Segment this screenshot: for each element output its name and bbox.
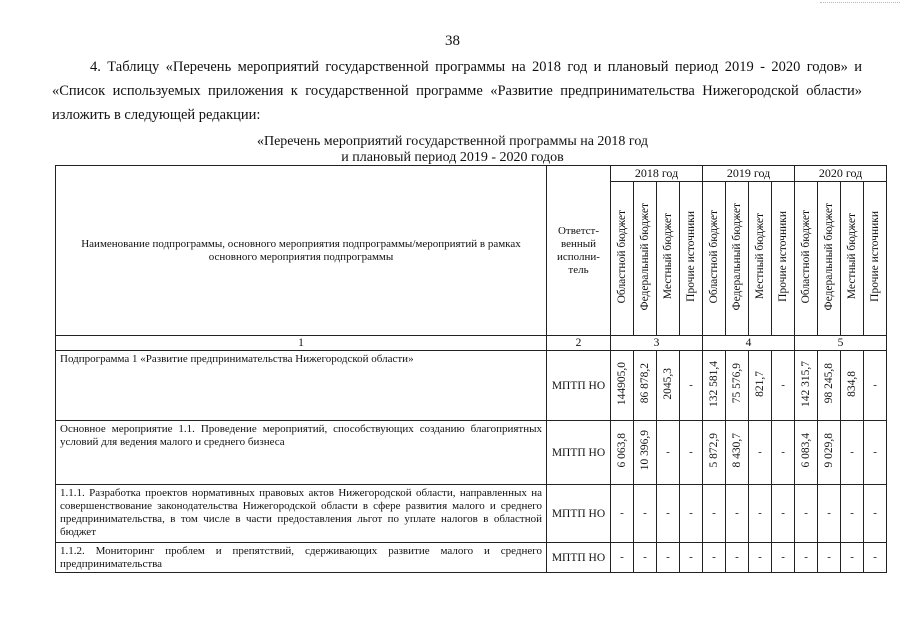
- source-column-header: [818, 182, 841, 336]
- source-column-header: [680, 182, 703, 336]
- funding-value: [703, 421, 726, 485]
- empty-value: -: [749, 421, 772, 485]
- empty-value: -: [772, 485, 795, 543]
- empty-value: -: [680, 485, 703, 543]
- empty-value: -: [818, 485, 841, 543]
- funding-value-text: 142 315,7: [799, 360, 812, 407]
- empty-value: -: [726, 485, 749, 543]
- funding-value-text: 8 430,7: [730, 433, 743, 468]
- caption-line-2: и плановый период 2019 - 2020 годов: [341, 150, 564, 165]
- funding-value: [726, 421, 749, 485]
- funding-value-text: 6 083,4: [799, 433, 812, 468]
- source-column-header: [772, 182, 795, 336]
- funding-value: [657, 351, 680, 421]
- scan-artifact: [820, 2, 900, 3]
- funding-value: [749, 351, 772, 421]
- funding-value: [634, 351, 657, 421]
- empty-value: -: [864, 543, 887, 573]
- empty-value: -: [634, 485, 657, 543]
- empty-value: -: [818, 543, 841, 573]
- measure-name: 1.1.2. Мониторинг проблем и препятствий, сдерживающих развитие малого и среднего предпринимательства: [56, 543, 547, 573]
- funding-value-text: 6 063,8: [615, 433, 628, 468]
- responsible-executor: МПТП НО: [547, 351, 611, 421]
- funding-value: [841, 351, 864, 421]
- measure-name: 1.1.1. Разработка проектов нормативных правовых актов Нижегородской области, направленных на совершенствование законодательства Нижегородской области в сфере развития малого и среднего предпринимательства, в том числе в части предоставления льгот по уплате налогов в областной бюджет: [56, 485, 547, 543]
- source-column-header: [726, 182, 749, 336]
- empty-value: -: [634, 543, 657, 573]
- empty-value: -: [657, 543, 680, 573]
- empty-value: -: [795, 543, 818, 573]
- funding-value: [795, 351, 818, 421]
- empty-value: -: [841, 421, 864, 485]
- funding-value-text: 9 029,8: [822, 433, 835, 468]
- table-row: [56, 485, 887, 543]
- column-number: 2: [547, 336, 611, 351]
- empty-value: -: [657, 485, 680, 543]
- source-column-label: Федеральный бюджет: [638, 202, 651, 311]
- source-column-label: Областной бюджет: [799, 209, 812, 304]
- empty-value: -: [841, 485, 864, 543]
- year-header-2020: 2020 год: [795, 166, 887, 182]
- table-row: [56, 351, 887, 421]
- table-caption: [0, 134, 905, 166]
- table-body: [56, 351, 887, 573]
- empty-value: -: [795, 485, 818, 543]
- source-column-label: Прочие источники: [868, 211, 881, 302]
- empty-value: -: [680, 351, 703, 421]
- funding-value-text: 98 245,8: [822, 363, 835, 404]
- empty-value: -: [680, 543, 703, 573]
- year-header-2019: 2019 год: [703, 166, 795, 182]
- empty-value: -: [749, 543, 772, 573]
- source-column-header: [657, 182, 680, 336]
- funding-value: [818, 351, 841, 421]
- source-column-header: [864, 182, 887, 336]
- source-column-label: Федеральный бюджет: [730, 202, 743, 311]
- source-column-label: Прочие источники: [776, 211, 789, 302]
- empty-value: -: [611, 485, 634, 543]
- funding-value-text: 2045,3: [661, 367, 674, 400]
- source-column-label: Областной бюджет: [615, 209, 628, 304]
- responsible-column-header: Ответст- венный исполни- тель: [547, 166, 611, 336]
- funding-value-text: 132 581,4: [707, 360, 720, 407]
- column-number: 1: [56, 336, 547, 351]
- funding-value-text: 144905,0: [615, 361, 628, 406]
- empty-value: -: [864, 485, 887, 543]
- name-column-header: Наименование подпрограммы, основного мероприятия подпрограммы/мероприятий в рамках основного мероприятия подпрограммы: [56, 166, 547, 336]
- empty-value: -: [657, 421, 680, 485]
- source-column-header: [795, 182, 818, 336]
- column-number-row: [56, 336, 887, 351]
- responsible-executor: МПТП НО: [547, 543, 611, 573]
- source-column-label: Областной бюджет: [707, 209, 720, 304]
- empty-value: -: [772, 351, 795, 421]
- measure-name: Основное мероприятие 1.1. Проведение мероприятий, способствующих созданию благоприятных условий для ведения малого и среднего бизнеса: [56, 421, 547, 485]
- funding-value: [611, 421, 634, 485]
- funding-value: [795, 421, 818, 485]
- responsible-executor: МПТП НО: [547, 485, 611, 543]
- funding-value: [818, 421, 841, 485]
- source-column-header: [841, 182, 864, 336]
- source-column-header: [611, 182, 634, 336]
- amendment-text: 4. Таблицу «Перечень мероприятий государственной программы на 2018 год и плановый период 2019 - 2020 годов» и «Список используемых приложения к государственной программе «Развитие предпринимательства Нижегородской области» изложить в следующей редакции:: [52, 59, 862, 123]
- amendment-paragraph: [52, 55, 862, 127]
- source-column-label: Местный бюджет: [753, 213, 766, 300]
- measure-name: Подпрограмма 1 «Развитие предпринимательства Нижегородской области»: [56, 351, 547, 421]
- column-number: 3: [611, 336, 703, 351]
- empty-value: -: [841, 543, 864, 573]
- column-number: 4: [703, 336, 795, 351]
- source-column-header: [749, 182, 772, 336]
- funding-value-text: 10 396,9: [638, 430, 651, 471]
- column-number: 5: [795, 336, 887, 351]
- empty-value: -: [611, 543, 634, 573]
- caption-line-1: «Перечень мероприятий государственной программы на 2018 год: [256, 134, 649, 149]
- source-column-header: [634, 182, 657, 336]
- page-number: 38: [445, 33, 460, 49]
- table-row: [56, 421, 887, 485]
- source-column-label: Федеральный бюджет: [822, 202, 835, 311]
- empty-value: -: [703, 543, 726, 573]
- funding-value: [634, 421, 657, 485]
- table-row: [56, 543, 887, 573]
- source-column-header: [703, 182, 726, 336]
- source-column-label: Местный бюджет: [661, 213, 674, 300]
- funding-value-text: 821,7: [753, 370, 766, 397]
- funding-value-text: 86 878,2: [638, 363, 651, 404]
- empty-value: -: [864, 351, 887, 421]
- year-header-2018: 2018 год: [611, 166, 703, 182]
- responsible-executor: МПТП НО: [547, 421, 611, 485]
- empty-value: -: [772, 543, 795, 573]
- funding-value-text: 834,8: [845, 370, 858, 397]
- funding-value: [703, 351, 726, 421]
- funding-value: [611, 351, 634, 421]
- empty-value: -: [680, 421, 703, 485]
- funding-value: [726, 351, 749, 421]
- empty-value: -: [749, 485, 772, 543]
- source-column-label: Прочие источники: [684, 211, 697, 302]
- empty-value: -: [864, 421, 887, 485]
- empty-value: -: [772, 421, 795, 485]
- measures-table: [55, 165, 887, 573]
- funding-value-text: 5 872,9: [707, 433, 720, 468]
- funding-value-text: 75 576,9: [730, 363, 743, 404]
- source-column-label: Местный бюджет: [845, 213, 858, 300]
- empty-value: -: [726, 543, 749, 573]
- empty-value: -: [703, 485, 726, 543]
